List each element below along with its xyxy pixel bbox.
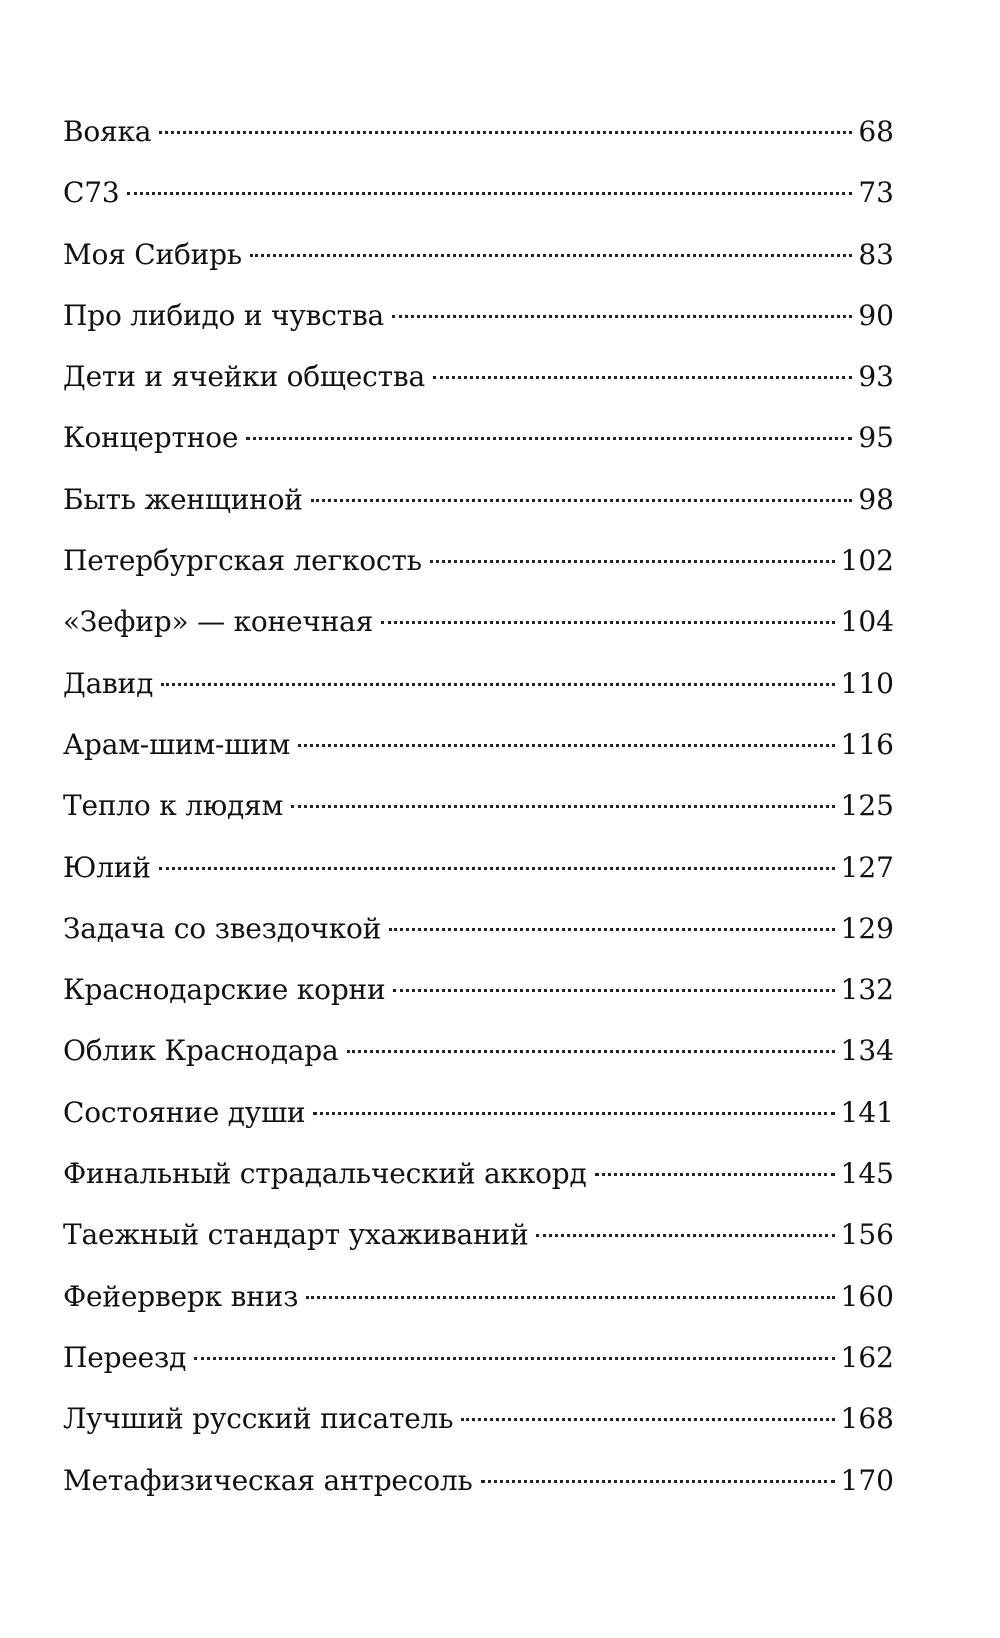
dot-leader bbox=[291, 805, 834, 808]
toc-entry-page: 83 bbox=[858, 237, 894, 271]
toc-entry bbox=[63, 1457, 894, 1518]
dot-leader bbox=[461, 1418, 834, 1421]
toc-entry-page: 141 bbox=[840, 1095, 894, 1129]
toc-entry-page: 127 bbox=[840, 850, 894, 884]
toc-entry-title: Облик Краснодара bbox=[63, 1034, 339, 1068]
dot-leader bbox=[433, 376, 852, 379]
toc-entry-title: Юлий bbox=[63, 850, 151, 884]
dot-leader bbox=[389, 928, 834, 931]
toc-entry bbox=[63, 1395, 894, 1456]
toc-entry-title: «Зефир» — конечная bbox=[63, 605, 374, 639]
dot-leader bbox=[161, 683, 834, 686]
toc-entry-title: Лучший русский писатель bbox=[63, 1402, 454, 1436]
dot-leader bbox=[481, 1480, 835, 1483]
toc-entry-title: Петербургская легкость bbox=[63, 544, 422, 578]
toc-entry bbox=[63, 721, 894, 782]
toc-entry-page: 90 bbox=[858, 298, 894, 332]
toc-entry bbox=[63, 905, 894, 966]
toc-entry-title: Таежный стандарт ухаживаний bbox=[63, 1218, 529, 1252]
toc-entry-title: Тепло к людям bbox=[63, 789, 284, 823]
toc-entry-page: 156 bbox=[840, 1218, 894, 1252]
toc-entry-page: 145 bbox=[840, 1157, 894, 1191]
toc-entry bbox=[63, 782, 894, 843]
toc-entry-page: 125 bbox=[840, 789, 894, 823]
toc-entry-title: Быть женщиной bbox=[63, 482, 303, 516]
toc-entry-page: 116 bbox=[840, 727, 894, 761]
toc-entry bbox=[63, 966, 894, 1027]
toc-entry-title: Вояка bbox=[63, 115, 152, 148]
dot-leader bbox=[311, 499, 853, 502]
dot-leader bbox=[194, 1357, 834, 1360]
toc-entry-page: 168 bbox=[840, 1402, 894, 1436]
toc-entry-title: Задача со звездочкой bbox=[63, 911, 382, 945]
toc-entry-title: Состояние души bbox=[63, 1095, 306, 1129]
toc-entry bbox=[63, 292, 894, 353]
toc-entry bbox=[63, 1334, 894, 1395]
dot-leader bbox=[159, 131, 852, 134]
toc-entry-title: Финальный страдальческий аккорд bbox=[63, 1157, 587, 1191]
dot-leader bbox=[392, 315, 852, 318]
toc-entry bbox=[63, 353, 894, 414]
toc-entry-title: С73 bbox=[63, 176, 120, 210]
toc-entry-page: 95 bbox=[858, 421, 894, 455]
toc-entry bbox=[63, 844, 894, 905]
toc-entry-title: Арам-шим-шим bbox=[63, 727, 291, 761]
toc-entry bbox=[63, 660, 894, 721]
toc-entry bbox=[63, 1027, 894, 1088]
toc-entry-title: Концертное bbox=[63, 421, 239, 455]
toc-entry bbox=[63, 108, 894, 169]
toc-entry-page: 129 bbox=[840, 911, 894, 945]
dot-leader bbox=[298, 744, 834, 747]
toc-entry bbox=[63, 1211, 894, 1272]
toc-entry-title: Краснодарские корни bbox=[63, 973, 386, 1007]
toc-entry-page: 110 bbox=[840, 666, 894, 700]
dot-leader bbox=[347, 1050, 835, 1053]
dot-leader bbox=[246, 437, 852, 440]
toc-entry-page: 104 bbox=[840, 605, 894, 639]
toc-entry-page: 160 bbox=[840, 1279, 894, 1313]
toc-entry-title: Фейерверк вниз bbox=[63, 1279, 299, 1313]
dot-leader bbox=[595, 1173, 835, 1176]
toc-entry-title: Переезд bbox=[63, 1340, 187, 1374]
toc-entry-page: 73 bbox=[858, 176, 894, 210]
toc-entry-title: Дети и ячейки общества bbox=[63, 360, 425, 394]
toc-entry bbox=[63, 169, 894, 230]
toc-entry-title: Метафизическая антресоль bbox=[63, 1463, 473, 1497]
dot-leader bbox=[381, 621, 834, 624]
toc-entry-page: 68 bbox=[858, 115, 894, 148]
table-of-contents bbox=[63, 108, 894, 1518]
toc-entry bbox=[63, 476, 894, 537]
dot-leader bbox=[313, 1112, 834, 1115]
dot-leader bbox=[430, 560, 835, 563]
dot-leader bbox=[393, 989, 834, 992]
dot-leader bbox=[536, 1234, 834, 1237]
toc-entry bbox=[63, 598, 894, 659]
dot-leader bbox=[127, 192, 852, 195]
toc-entry-page: 162 bbox=[840, 1340, 894, 1374]
toc-entry-page: 170 bbox=[840, 1463, 894, 1497]
toc-entry-title: Давид bbox=[63, 666, 154, 700]
toc-entry-page: 98 bbox=[858, 482, 894, 516]
dot-leader bbox=[250, 254, 852, 257]
dot-leader bbox=[306, 1296, 834, 1299]
toc-entry-page: 134 bbox=[840, 1034, 894, 1068]
toc-entry-page: 132 bbox=[840, 973, 894, 1007]
toc-entry-page: 93 bbox=[858, 360, 894, 394]
dot-leader bbox=[159, 867, 835, 870]
toc-entry bbox=[63, 537, 894, 598]
toc-entry bbox=[63, 414, 894, 475]
toc-entry-title: Моя Сибирь bbox=[63, 237, 242, 271]
toc-entry-page: 102 bbox=[840, 544, 894, 578]
toc-entry-title: Про либидо и чувства bbox=[63, 298, 385, 332]
toc-entry bbox=[63, 1089, 894, 1150]
toc-entry bbox=[63, 1150, 894, 1211]
toc-entry bbox=[63, 1273, 894, 1334]
toc-entry bbox=[63, 231, 894, 292]
